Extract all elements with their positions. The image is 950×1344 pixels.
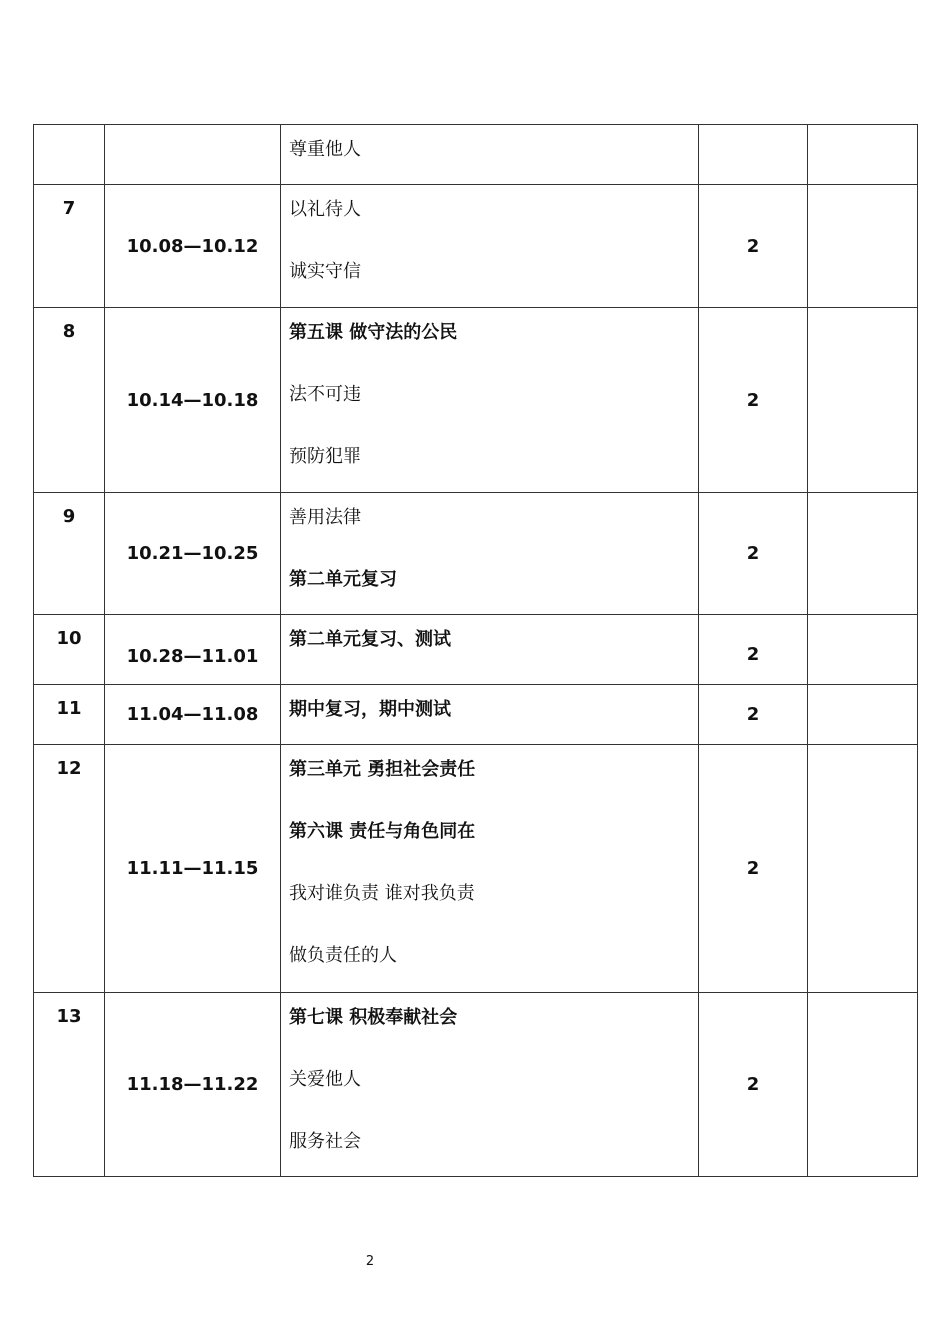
week-cell: 13 <box>34 993 105 1177</box>
lesson-lines <box>289 505 690 601</box>
date-range-cell: 11.18—11.22 <box>105 993 281 1177</box>
lesson-heading: 第二单元复习、测试 <box>289 629 451 650</box>
lesson-lines <box>289 137 690 171</box>
lesson-lines <box>289 197 690 293</box>
lesson-lines <box>289 627 690 661</box>
table-row <box>34 125 918 185</box>
lesson-topic: 尊重他人 <box>289 139 361 160</box>
lesson-lines <box>289 1005 690 1163</box>
lesson-lines <box>289 697 690 731</box>
table-row <box>34 185 918 308</box>
lesson-topic: 关爱他人 <box>289 1069 361 1090</box>
notes-cell <box>808 308 918 493</box>
lesson-topic: 预防犯罪 <box>289 446 361 467</box>
notes-cell <box>808 493 918 615</box>
week-cell <box>34 125 105 185</box>
lesson-lines <box>289 320 690 478</box>
hours-cell: 2 <box>699 745 808 993</box>
lesson-heading: 期中复习，期中测试 <box>289 699 451 720</box>
lesson-topic: 服务社会 <box>289 1131 361 1152</box>
hours-cell <box>699 125 808 185</box>
table-row <box>34 615 918 685</box>
lesson-content-cell <box>281 185 699 308</box>
date-range-cell: 10.28—11.01 <box>105 615 281 685</box>
hours-cell: 2 <box>699 615 808 685</box>
notes-cell <box>808 615 918 685</box>
week-cell: 7 <box>34 185 105 308</box>
notes-cell <box>808 745 918 993</box>
lesson-heading: 第七课 积极奉献社会 <box>289 1007 458 1028</box>
lesson-content-cell <box>281 745 699 993</box>
date-range-cell <box>105 125 281 185</box>
lesson-content-cell <box>281 493 699 615</box>
hours-cell: 2 <box>699 308 808 493</box>
lesson-heading: 第六课 责任与角色同在 <box>289 821 476 842</box>
date-range-cell: 10.08—10.12 <box>105 185 281 308</box>
table-row <box>34 993 918 1177</box>
table-row <box>34 745 918 993</box>
lesson-topic: 以礼待人 <box>289 199 361 220</box>
lesson-topic: 做负责任的人 <box>289 945 397 966</box>
table-row <box>34 493 918 615</box>
date-range-cell: 10.14—10.18 <box>105 308 281 493</box>
hours-cell: 2 <box>699 493 808 615</box>
week-cell: 10 <box>34 615 105 685</box>
lesson-topic: 我对谁负责 谁对我负责 <box>289 883 475 904</box>
table-row <box>34 308 918 493</box>
lesson-content-cell <box>281 615 699 685</box>
date-range-cell: 10.21—10.25 <box>105 493 281 615</box>
lesson-lines <box>289 757 690 977</box>
notes-cell <box>808 993 918 1177</box>
lesson-content-cell <box>281 308 699 493</box>
lesson-topic: 法不可违 <box>289 384 361 405</box>
hours-cell: 2 <box>699 685 808 745</box>
week-cell: 8 <box>34 308 105 493</box>
week-cell: 12 <box>34 745 105 993</box>
lesson-content-cell <box>281 993 699 1177</box>
date-range-cell: 11.04—11.08 <box>105 685 281 745</box>
notes-cell <box>808 685 918 745</box>
lesson-content-cell <box>281 685 699 745</box>
lesson-topic: 诚实守信 <box>289 261 361 282</box>
lesson-heading: 第五课 做守法的公民 <box>289 322 458 343</box>
notes-cell <box>808 185 918 308</box>
week-cell: 11 <box>34 685 105 745</box>
page-number: 2 <box>365 1254 375 1269</box>
lesson-heading: 第二单元复习 <box>289 569 397 590</box>
schedule-body <box>34 125 918 1177</box>
notes-cell <box>808 125 918 185</box>
lesson-heading: 第三单元 勇担社会责任 <box>289 759 476 780</box>
table-row <box>34 685 918 745</box>
week-cell: 9 <box>34 493 105 615</box>
date-range-cell: 11.11—11.15 <box>105 745 281 993</box>
hours-cell: 2 <box>699 185 808 308</box>
teaching-schedule-table <box>33 124 918 1177</box>
lesson-content-cell <box>281 125 699 185</box>
lesson-topic: 善用法律 <box>289 507 361 528</box>
hours-cell: 2 <box>699 993 808 1177</box>
